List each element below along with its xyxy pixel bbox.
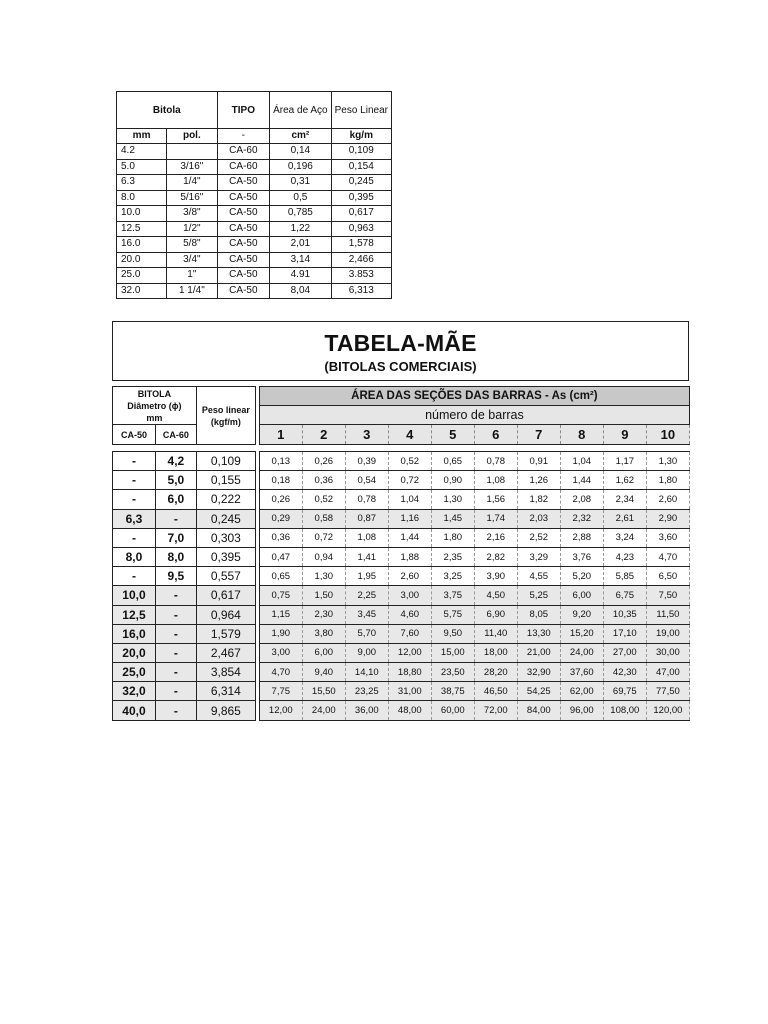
header-tipo: TIPO	[217, 92, 270, 129]
table-row	[117, 237, 392, 253]
mother-table-body	[113, 452, 690, 721]
cell-area: 2,90	[646, 509, 689, 528]
cell-area: 2,35	[431, 547, 474, 566]
cell-ca60: -	[155, 605, 196, 624]
cell-area: 28,20	[474, 663, 517, 682]
cell-area: 47,00	[646, 663, 689, 682]
cell-ca50: 6,3	[113, 509, 156, 528]
cell-mm: 20.0	[117, 252, 167, 268]
cell-ca50: -	[113, 452, 156, 471]
cell-area: 36,00	[345, 701, 388, 720]
table-row	[117, 283, 392, 299]
cell-ca60: 8,0	[155, 547, 196, 566]
header-ca50: CA-50	[113, 425, 156, 445]
cell-area: 108,00	[603, 701, 646, 720]
cell-area: 0,39	[345, 452, 388, 471]
cell-area: 96,00	[560, 701, 603, 720]
cell-pol: 5/16"	[167, 190, 217, 206]
cell-ca50: 12,5	[113, 605, 156, 624]
cell-area: 0,785	[270, 206, 331, 222]
cell-area: 1,22	[270, 221, 331, 237]
table-row	[113, 490, 690, 509]
cell-ca60: -	[155, 663, 196, 682]
table-row	[117, 190, 392, 206]
cell-area: 18,80	[388, 663, 431, 682]
cell-tipo: CA-50	[217, 252, 270, 268]
cell-area: 0,58	[302, 509, 345, 528]
cell-mm: 25.0	[117, 268, 167, 284]
cell-peso-linear: 0,617	[196, 586, 255, 605]
cell-area: 15,00	[431, 643, 474, 662]
cell-area: 0,54	[345, 471, 388, 490]
cell-area: 0,26	[302, 452, 345, 471]
cell-peso-linear: 0,395	[196, 547, 255, 566]
cell-area: 2,52	[517, 528, 560, 547]
cell-tipo: CA-50	[217, 175, 270, 191]
bitola-table	[116, 91, 392, 299]
cell-area: 5,85	[603, 567, 646, 586]
cell-mm: 12.5	[117, 221, 167, 237]
cell-area: 12,00	[259, 701, 302, 720]
cell-area: 37,60	[560, 663, 603, 682]
cell-ca60: -	[155, 509, 196, 528]
header-count-7: 7	[517, 425, 560, 445]
cell-area: 3,29	[517, 547, 560, 566]
cell-area: 5,75	[431, 605, 474, 624]
cell-area: 23,25	[345, 682, 388, 701]
cell-area: 4,55	[517, 567, 560, 586]
cell-area: 5,25	[517, 586, 560, 605]
cell-peso-linear: 0,303	[196, 528, 255, 547]
cell-area: 0,94	[302, 547, 345, 566]
cell-tipo: CA-50	[217, 268, 270, 284]
header-bitola: Bitola	[117, 92, 218, 129]
cell-area: 0,52	[302, 490, 345, 509]
cell-peso-linear: 1,579	[196, 624, 255, 643]
cell-ca60: -	[155, 624, 196, 643]
cell-pol: 1 1/4"	[167, 283, 217, 299]
cell-tipo: CA-50	[217, 221, 270, 237]
cell-area: 3,24	[603, 528, 646, 547]
cell-area: 72,00	[474, 701, 517, 720]
cell-area: 0,13	[259, 452, 302, 471]
cell-area: 1,30	[302, 567, 345, 586]
cell-ca60: -	[155, 643, 196, 662]
cell-area: 12,00	[388, 643, 431, 662]
cell-pol: 5/8"	[167, 237, 217, 253]
cell-pol: 3/4"	[167, 252, 217, 268]
cell-area: 0,36	[259, 528, 302, 547]
cell-ca50: -	[113, 490, 156, 509]
cell-area: 9,00	[345, 643, 388, 662]
cell-ca60: 6,0	[155, 490, 196, 509]
cell-area: 3,76	[560, 547, 603, 566]
cell-mm: 8.0	[117, 190, 167, 206]
cell-peso-linear: 0,155	[196, 471, 255, 490]
cell-area: 0,72	[388, 471, 431, 490]
table-row	[113, 624, 690, 643]
cell-peso-linear: 0,245	[196, 509, 255, 528]
mother-table	[112, 386, 690, 721]
cell-ca60: -	[155, 586, 196, 605]
header-bitola-group	[113, 387, 197, 425]
cell-ca50: 32,0	[113, 682, 156, 701]
page-title: TABELA-MÃE	[324, 330, 477, 356]
header-peso-group	[196, 387, 255, 445]
table-row	[117, 221, 392, 237]
cell-area: 1,44	[388, 528, 431, 547]
cell-pol: 1/2"	[167, 221, 217, 237]
header-count-10: 10	[646, 425, 689, 445]
cell-peso: 2,466	[331, 252, 391, 268]
cell-area: 1,44	[560, 471, 603, 490]
cell-area: 0,78	[345, 490, 388, 509]
cell-peso-linear: 3,854	[196, 663, 255, 682]
cell-area: 120,00	[646, 701, 689, 720]
header-tipo-unit: -	[217, 129, 270, 144]
cell-ca50: 16,0	[113, 624, 156, 643]
cell-area: 1,17	[603, 452, 646, 471]
cell-area: 1,08	[474, 471, 517, 490]
cell-pol: 1"	[167, 268, 217, 284]
cell-peso: 1,578	[331, 237, 391, 253]
cell-area: 7,50	[646, 586, 689, 605]
cell-pol	[167, 144, 217, 160]
header-count-1: 1	[259, 425, 302, 445]
cell-area: 3,60	[646, 528, 689, 547]
cell-area: 3,00	[388, 586, 431, 605]
header-count-5: 5	[431, 425, 474, 445]
cell-peso-linear: 6,314	[196, 682, 255, 701]
cell-area: 3,90	[474, 567, 517, 586]
cell-area: 3,45	[345, 605, 388, 624]
header-area: Área de Aço	[270, 92, 331, 129]
cell-peso: 3.853	[331, 268, 391, 284]
cell-area: 2,61	[603, 509, 646, 528]
cell-area: 1,50	[302, 586, 345, 605]
cell-area: 1,80	[646, 471, 689, 490]
cell-tipo: CA-60	[217, 144, 270, 160]
table-row	[113, 663, 690, 682]
cell-area: 9,20	[560, 605, 603, 624]
cell-ca50: 25,0	[113, 663, 156, 682]
cell-peso-linear: 2,467	[196, 643, 255, 662]
cell-area: 13,30	[517, 624, 560, 643]
table-row	[113, 682, 690, 701]
cell-area: 17,10	[603, 624, 646, 643]
cell-area: 4.91	[270, 268, 331, 284]
cell-area: 15,50	[302, 682, 345, 701]
cell-area: 0,47	[259, 547, 302, 566]
cell-peso-linear: 0,109	[196, 452, 255, 471]
cell-tipo: CA-60	[217, 159, 270, 175]
cell-area: 18,00	[474, 643, 517, 662]
table-row	[113, 509, 690, 528]
cell-area: 15,20	[560, 624, 603, 643]
cell-area: 1,95	[345, 567, 388, 586]
table-row	[117, 144, 392, 160]
header-peso: Peso Linear	[331, 92, 391, 129]
header-count-3: 3	[345, 425, 388, 445]
cell-ca60: 4,2	[155, 452, 196, 471]
header-area-unit: cm²	[270, 129, 331, 144]
cell-ca50: -	[113, 528, 156, 547]
cell-area: 8,04	[270, 283, 331, 299]
cell-area: 42,30	[603, 663, 646, 682]
cell-area: 1,45	[431, 509, 474, 528]
header-bitola-label: BITOLA	[137, 388, 172, 399]
cell-pol: 3/8"	[167, 206, 217, 222]
cell-area: 0,78	[474, 452, 517, 471]
header-count-6: 6	[474, 425, 517, 445]
cell-tipo: CA-50	[217, 283, 270, 299]
cell-mm: 16.0	[117, 237, 167, 253]
cell-area: 3,00	[259, 643, 302, 662]
cell-area: 6,00	[302, 643, 345, 662]
cell-area: 2,88	[560, 528, 603, 547]
cell-ca60: 7,0	[155, 528, 196, 547]
cell-peso: 0,109	[331, 144, 391, 160]
numero-label: número de barras	[259, 406, 689, 425]
cell-area: 1,41	[345, 547, 388, 566]
page-subtitle: (BITOLAS COMERCIAIS)	[324, 359, 477, 374]
cell-ca50: -	[113, 567, 156, 586]
cell-area: 2,32	[560, 509, 603, 528]
cell-peso: 0,154	[331, 159, 391, 175]
cell-area: 1,16	[388, 509, 431, 528]
cell-tipo: CA-50	[217, 206, 270, 222]
cell-area: 1,56	[474, 490, 517, 509]
cell-area: 0,72	[302, 528, 345, 547]
cell-area: 2,60	[388, 567, 431, 586]
title-box	[112, 321, 689, 381]
cell-area: 46,50	[474, 682, 517, 701]
cell-area: 2,01	[270, 237, 331, 253]
cell-peso: 0,245	[331, 175, 391, 191]
table-row	[113, 471, 690, 490]
cell-area: 1,26	[517, 471, 560, 490]
cell-ca50: 8,0	[113, 547, 156, 566]
cell-ca60: 9,5	[155, 567, 196, 586]
cell-area: 48,00	[388, 701, 431, 720]
cell-mm: 32.0	[117, 283, 167, 299]
table-row	[117, 268, 392, 284]
cell-ca60: -	[155, 701, 196, 720]
cell-mm: 5.0	[117, 159, 167, 175]
cell-area: 2,03	[517, 509, 560, 528]
cell-ca50: 20,0	[113, 643, 156, 662]
cell-area: 84,00	[517, 701, 560, 720]
cell-area: 6,00	[560, 586, 603, 605]
cell-area: 0,36	[302, 471, 345, 490]
cell-area: 0,14	[270, 144, 331, 160]
cell-peso-linear: 0,557	[196, 567, 255, 586]
cell-tipo: CA-50	[217, 190, 270, 206]
cell-area: 23,50	[431, 663, 474, 682]
cell-area: 3,25	[431, 567, 474, 586]
header-count-2: 2	[302, 425, 345, 445]
cell-area: 31,00	[388, 682, 431, 701]
cell-area: 1,74	[474, 509, 517, 528]
table-row	[117, 252, 392, 268]
table-row	[113, 528, 690, 547]
cell-mm: 10.0	[117, 206, 167, 222]
cell-area: 6,75	[603, 586, 646, 605]
cell-ca50: 40,0	[113, 701, 156, 720]
cell-area: 2,82	[474, 547, 517, 566]
cell-area: 1,15	[259, 605, 302, 624]
cell-peso: 0,395	[331, 190, 391, 206]
cell-area: 5,70	[345, 624, 388, 643]
cell-tipo: CA-50	[217, 237, 270, 253]
cell-area: 0,87	[345, 509, 388, 528]
header-peso-unit: (kgf/m)	[210, 416, 241, 427]
cell-area: 1,30	[431, 490, 474, 509]
cell-area: 4,60	[388, 605, 431, 624]
cell-area: 4,50	[474, 586, 517, 605]
cell-peso: 6,313	[331, 283, 391, 299]
cell-area: 60,00	[431, 701, 474, 720]
table-row	[113, 452, 690, 471]
table-row	[113, 605, 690, 624]
cell-peso: 0,617	[331, 206, 391, 222]
header-count-8: 8	[560, 425, 603, 445]
cell-area: 2,34	[603, 490, 646, 509]
cell-area: 0,91	[517, 452, 560, 471]
cell-area: 69,75	[603, 682, 646, 701]
cell-area: 27,00	[603, 643, 646, 662]
header-count-4: 4	[388, 425, 431, 445]
cell-area: 6,90	[474, 605, 517, 624]
header-mm-label: mm	[146, 412, 163, 423]
header-count-9: 9	[603, 425, 646, 445]
cell-area: 1,88	[388, 547, 431, 566]
cell-area: 10,35	[603, 605, 646, 624]
cell-area: 1,90	[259, 624, 302, 643]
cell-peso-linear: 0,222	[196, 490, 255, 509]
cell-area: 11,40	[474, 624, 517, 643]
table-row	[113, 567, 690, 586]
cell-area: 3,75	[431, 586, 474, 605]
cell-area: 0,5	[270, 190, 331, 206]
cell-area: 24,00	[560, 643, 603, 662]
cell-area: 21,00	[517, 643, 560, 662]
cell-ca50: -	[113, 471, 156, 490]
cell-area: 7,75	[259, 682, 302, 701]
cell-area: 0,75	[259, 586, 302, 605]
cell-area: 62,00	[560, 682, 603, 701]
cell-area: 0,52	[388, 452, 431, 471]
cell-pol: 1/4"	[167, 175, 217, 191]
cell-area: 5,20	[560, 567, 603, 586]
cell-area: 3,14	[270, 252, 331, 268]
header-peso-label: Peso linear	[201, 404, 250, 415]
cell-area: 38,75	[431, 682, 474, 701]
header-ca60: CA-60	[155, 425, 196, 445]
cell-area: 54,25	[517, 682, 560, 701]
cell-area: 6,50	[646, 567, 689, 586]
cell-peso-linear: 9,865	[196, 701, 255, 720]
cell-area: 19,00	[646, 624, 689, 643]
cell-area: 9,40	[302, 663, 345, 682]
cell-ca50: 10,0	[113, 586, 156, 605]
table-row	[113, 701, 690, 720]
header-mm: mm	[117, 129, 167, 144]
cell-area: 30,00	[646, 643, 689, 662]
cell-area: 2,16	[474, 528, 517, 547]
header-peso-unit: kg/m	[331, 129, 391, 144]
table-row	[117, 175, 392, 191]
cell-area: 1,30	[646, 452, 689, 471]
cell-area: 2,60	[646, 490, 689, 509]
table-row	[117, 159, 392, 175]
cell-area: 1,80	[431, 528, 474, 547]
header-diametro-label: Diâmetro (ϕ)	[127, 400, 182, 411]
cell-area: 0,31	[270, 175, 331, 191]
cell-area: 2,25	[345, 586, 388, 605]
cell-area: 24,00	[302, 701, 345, 720]
table-row	[117, 206, 392, 222]
header-pol: pol.	[167, 129, 217, 144]
cell-mm: 6.3	[117, 175, 167, 191]
cell-area: 2,30	[302, 605, 345, 624]
area-title: ÁREA DAS SEÇÕES DAS BARRAS - As (cm²)	[259, 387, 689, 406]
cell-mm: 4.2	[117, 144, 167, 160]
cell-area: 7,60	[388, 624, 431, 643]
cell-area: 1,82	[517, 490, 560, 509]
cell-area: 3,80	[302, 624, 345, 643]
cell-pol: 3/16"	[167, 159, 217, 175]
cell-area: 14,10	[345, 663, 388, 682]
cell-peso: 0,963	[331, 221, 391, 237]
table-row	[113, 547, 690, 566]
cell-area: 77,50	[646, 682, 689, 701]
table-row	[113, 643, 690, 662]
table-row	[113, 586, 690, 605]
cell-area: 11,50	[646, 605, 689, 624]
cell-area: 0,18	[259, 471, 302, 490]
cell-area: 1,62	[603, 471, 646, 490]
cell-area: 0,29	[259, 509, 302, 528]
cell-area: 0,65	[431, 452, 474, 471]
cell-area: 0,90	[431, 471, 474, 490]
cell-area: 32,90	[517, 663, 560, 682]
cell-ca60: 5,0	[155, 471, 196, 490]
cell-area: 4,70	[646, 547, 689, 566]
cell-area: 1,08	[345, 528, 388, 547]
cell-area: 1,04	[560, 452, 603, 471]
cell-area: 0,65	[259, 567, 302, 586]
bitola-table-body	[117, 144, 392, 299]
cell-peso-linear: 0,964	[196, 605, 255, 624]
cell-area: 8,05	[517, 605, 560, 624]
cell-area: 2,08	[560, 490, 603, 509]
cell-area: 4,23	[603, 547, 646, 566]
cell-area: 0,26	[259, 490, 302, 509]
cell-area: 9,50	[431, 624, 474, 643]
cell-area: 0,196	[270, 159, 331, 175]
cell-area: 1,04	[388, 490, 431, 509]
cell-area: 4,70	[259, 663, 302, 682]
cell-ca60: -	[155, 682, 196, 701]
